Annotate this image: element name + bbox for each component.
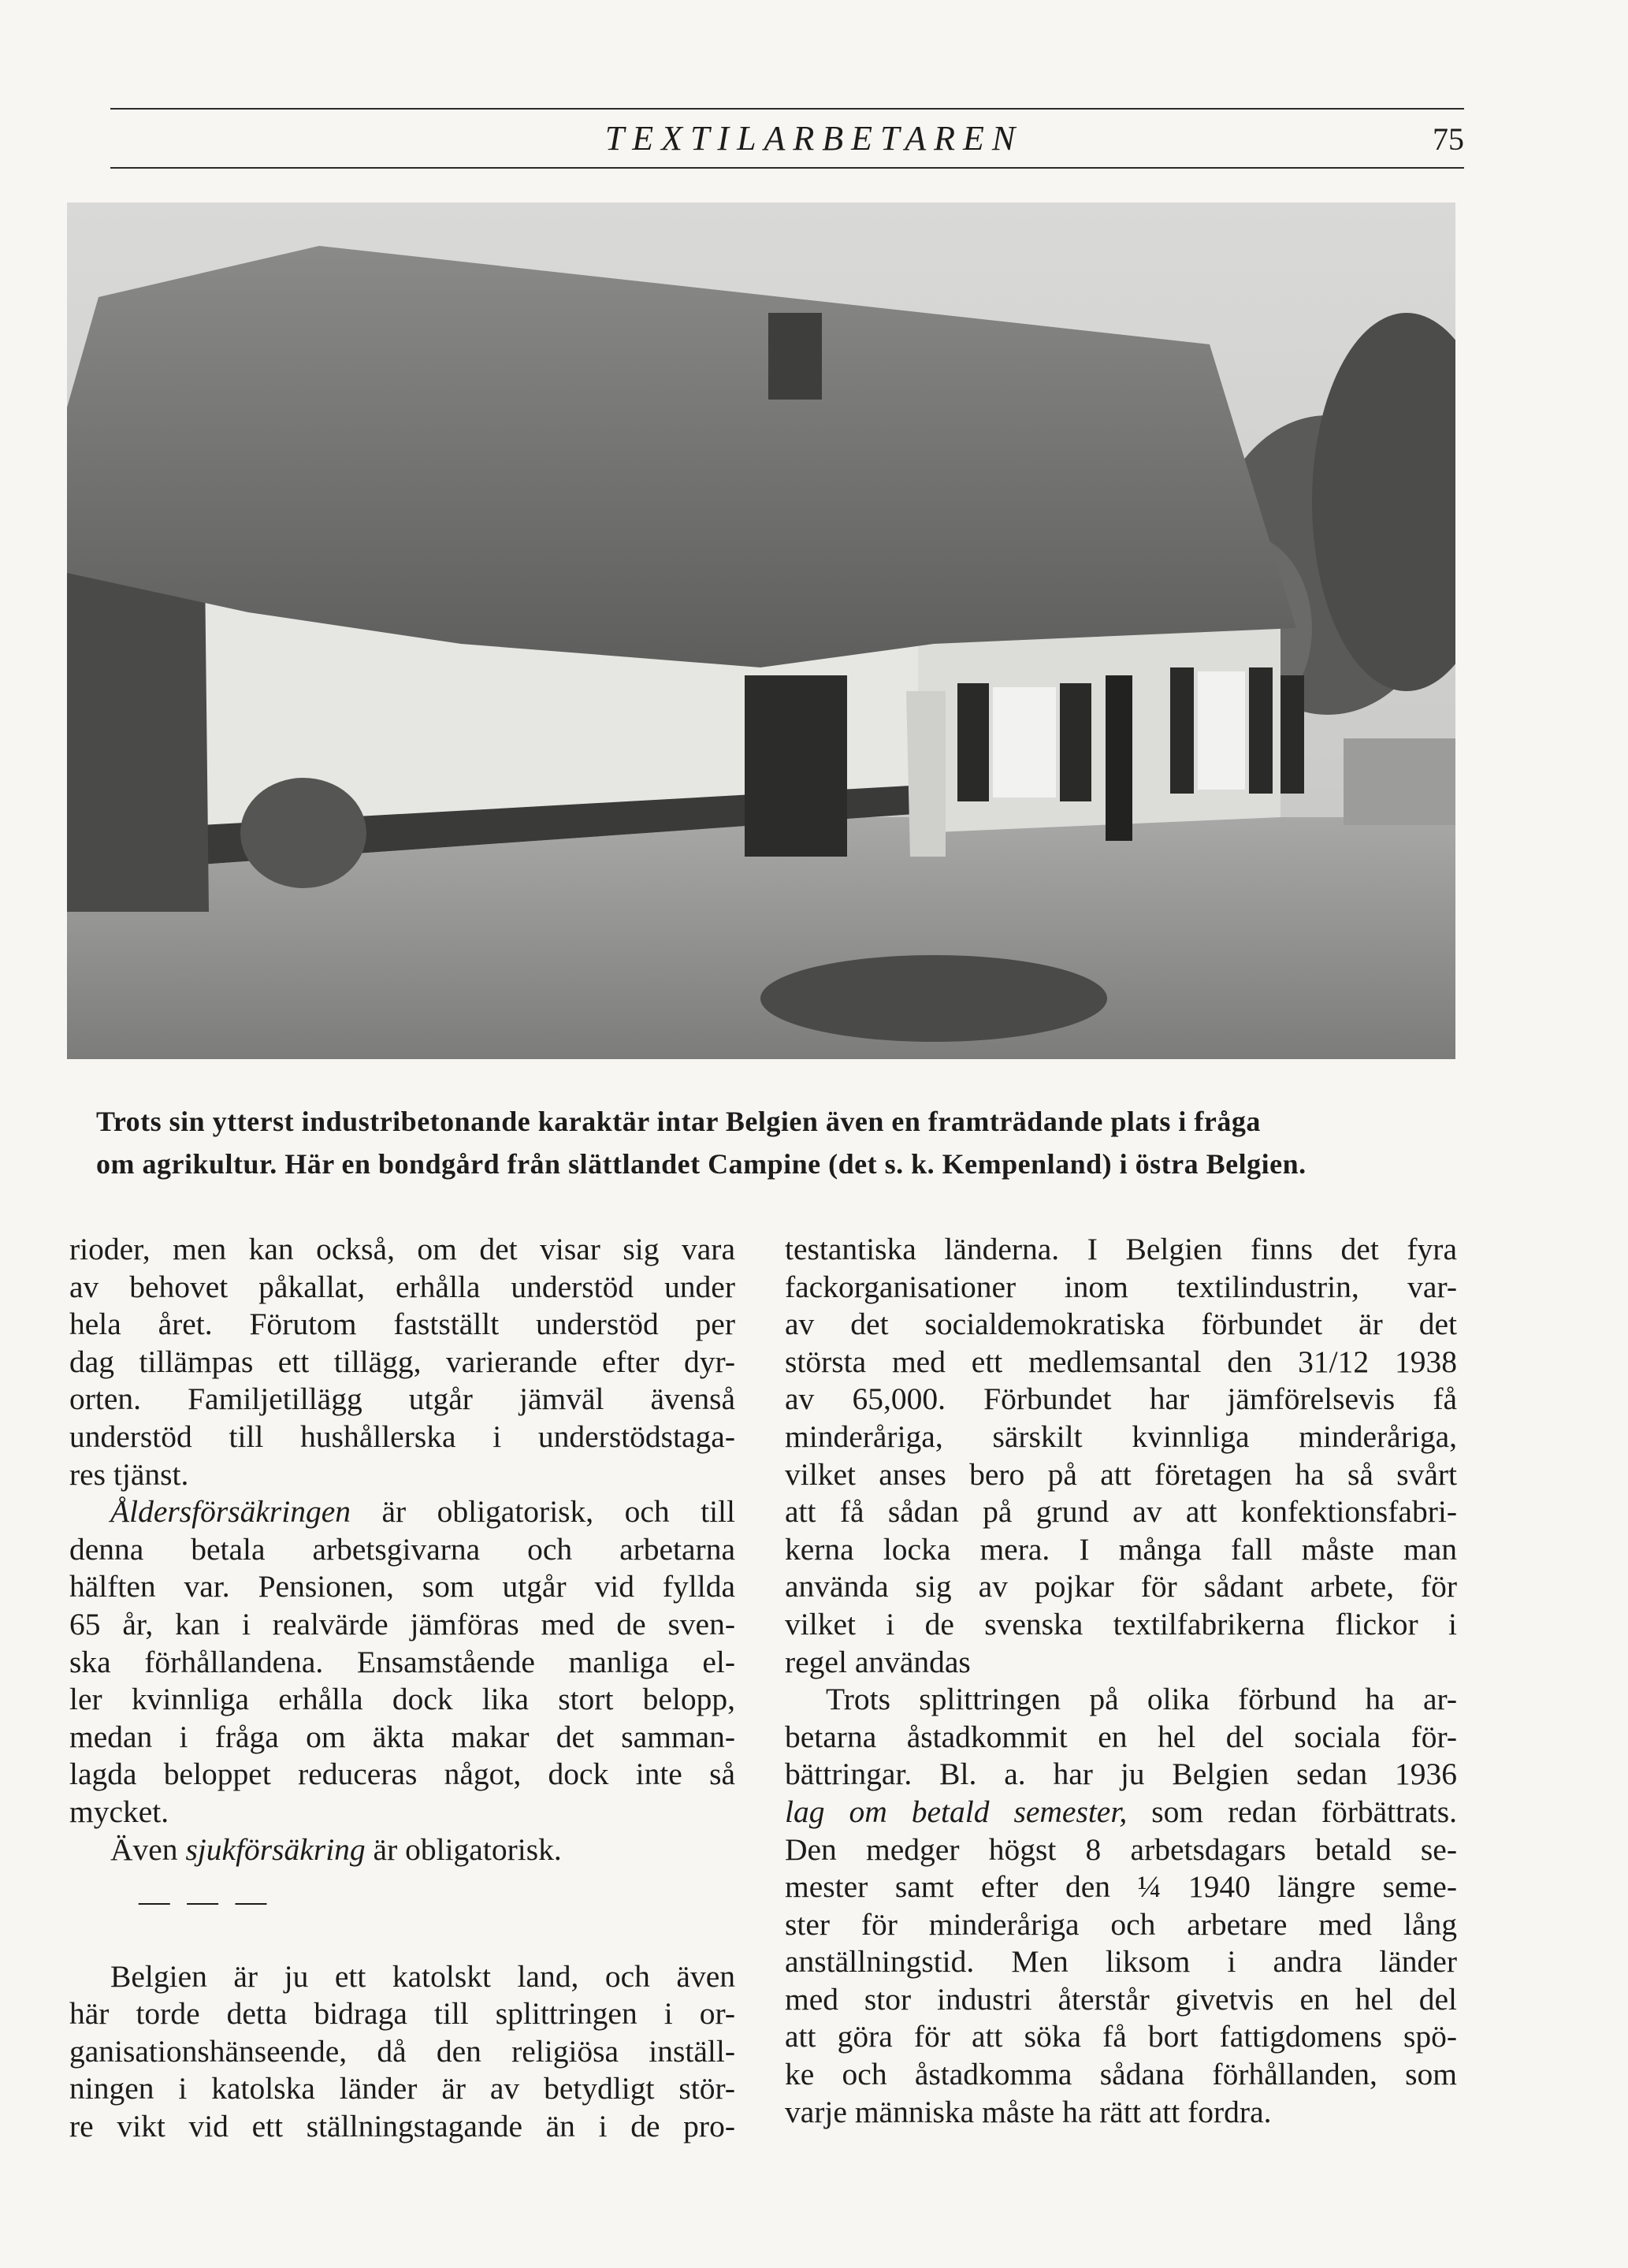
text-line: varje människa måste ha rätt att fordra. (785, 2094, 1272, 2129)
thatched-farmhouse-photo-icon (67, 203, 1455, 1059)
text-line: 65 år, kan i realvärde jämföras med de sven- (69, 1606, 735, 1642)
photo-caption (96, 1100, 1436, 1185)
text-line (69, 1831, 735, 1869)
right-column (785, 1231, 1457, 2131)
emphasis-term: Åldersförsäkringen (110, 1494, 351, 1530)
caption-line: Trots sin ytterst industribetonande karaktär intar Belgien även en framträdande plats i fråga (96, 1106, 1261, 1137)
text-fragment: är obligatorisk. (365, 1831, 562, 1867)
text-line: fackorganisationer inom textilindustrin, var- (785, 1269, 1457, 1304)
text-line: Belgien är ju ett katolskt land, och även (110, 1958, 735, 1994)
text-line: orten. Familjetillägg utgår jämväl ävenså (69, 1381, 735, 1417)
running-title: TEXTILARBETAREN (604, 119, 1024, 158)
text-line: ska förhållandena. Ensamstående manliga el- (69, 1644, 735, 1679)
text-line: att få sådan på grund av att konfektionsfabri- (785, 1494, 1457, 1530)
text-line: använda sig av pojkar för sådant arbete, för (785, 1569, 1457, 1604)
text-line: ster för minderåriga och arbetare med lång (785, 1906, 1457, 1942)
text-line: minderåriga, särskilt kvinnliga minderåriga, (785, 1418, 1457, 1454)
text-line: ganisationshänseende, då den religiösa inställ- (69, 2033, 735, 2069)
text-line: mester samt efter den ¼ 1940 längre seme- (785, 1869, 1457, 1905)
text-fragment: som redan förbättrats. (1127, 1794, 1457, 1829)
text-line: Den medger högst 8 arbetsdagars betald se- (785, 1831, 1457, 1867)
section-divider-dashes: — — — (139, 1883, 272, 1919)
header-rule-top (110, 108, 1464, 110)
text-line: här torde detta bidraga till splittringen i or- (69, 1996, 735, 2032)
text-line: lagda beloppet reduceras något, dock inte så (69, 1757, 735, 1792)
text-line: ler kvinnliga erhålla dock lika stort belopp, (69, 1682, 735, 1717)
text-line: kerna locka mera. I många fall måste man (785, 1531, 1457, 1567)
text-line: vilket i de svenska textilfabrikerna flickor i (785, 1606, 1457, 1642)
text-line (69, 1493, 735, 1531)
farmhouse-photo (67, 203, 1455, 1059)
text-line: hälften var. Pensionen, som utgår vid fyllda (69, 1569, 735, 1604)
text-line: testantiska länderna. I Belgien finns det fyra (785, 1232, 1457, 1266)
text-line: Trots splittringen på olika förbund ha ar- (826, 1682, 1457, 1717)
text-line: av behovet påkallat, erhålla understöd under (69, 1269, 735, 1304)
text-line: understöd till hushållerska i understödstaga- (69, 1418, 735, 1454)
page-number: 75 (1433, 121, 1464, 157)
left-column (69, 1231, 735, 2146)
text-line (785, 1794, 1457, 1831)
text-line: av 65,000. Förbundet har jämförelsevis få (785, 1381, 1457, 1417)
caption-line: om agrikultur. Här en bondgård från slättlandet Campine (det s. k. Kempenland) i östra Belgien. (96, 1148, 1306, 1180)
text-line: mycket. (69, 1794, 169, 1829)
text-line: största med ett medlemsantal den 31/12 1938 (785, 1344, 1457, 1379)
text-line: vilket anses bero på att företagen ha så svårt (785, 1456, 1457, 1492)
text-line: ke och åstadkomma sådana förhållanden, som (785, 2057, 1457, 2092)
text-line: betarna åstadkommit en hel del sociala för- (785, 1719, 1457, 1754)
emphasis-term: lag om betald semester, (785, 1794, 1128, 1829)
text-line: denna betala arbetsgivarna och arbetarna (69, 1531, 735, 1567)
text-line: bättringar. Bl. a. har ju Belgien sedan 1936 (785, 1757, 1457, 1792)
text-line: medan i fråga om äkta makar det samman- (69, 1719, 735, 1754)
text-line: hela året. Förutom fastställt understöd per (69, 1307, 735, 1342)
text-line: anställningstid. Men liksom i andra länder (785, 1944, 1457, 1980)
text-line: dag tillämpas ett tillägg, varierande efter dyr- (69, 1344, 735, 1379)
text-line: res tjänst. (69, 1456, 189, 1492)
text-line: att göra för att söka få bort fattigdomens spö- (785, 2019, 1457, 2054)
header-rule-bottom (110, 167, 1464, 169)
text-line: rioder, men kan också, om det visar sig vara (69, 1232, 735, 1266)
emphasis-term: sjukförsäkring (185, 1831, 366, 1867)
text-line: re vikt vid ett ställningstagande än i de pro- (69, 2109, 735, 2144)
text-fragment: Även (110, 1831, 186, 1867)
text-line: av det socialdemokratiska förbundet är det (785, 1307, 1457, 1342)
text-line: regel användas (785, 1644, 971, 1679)
text-line: ningen i katolska länder är av betydligt stör- (69, 2071, 735, 2106)
text-line: med stor industri återstår givetvis en hel del (785, 1981, 1457, 2017)
text-fragment: är obligatorisk, och till (351, 1494, 735, 1530)
